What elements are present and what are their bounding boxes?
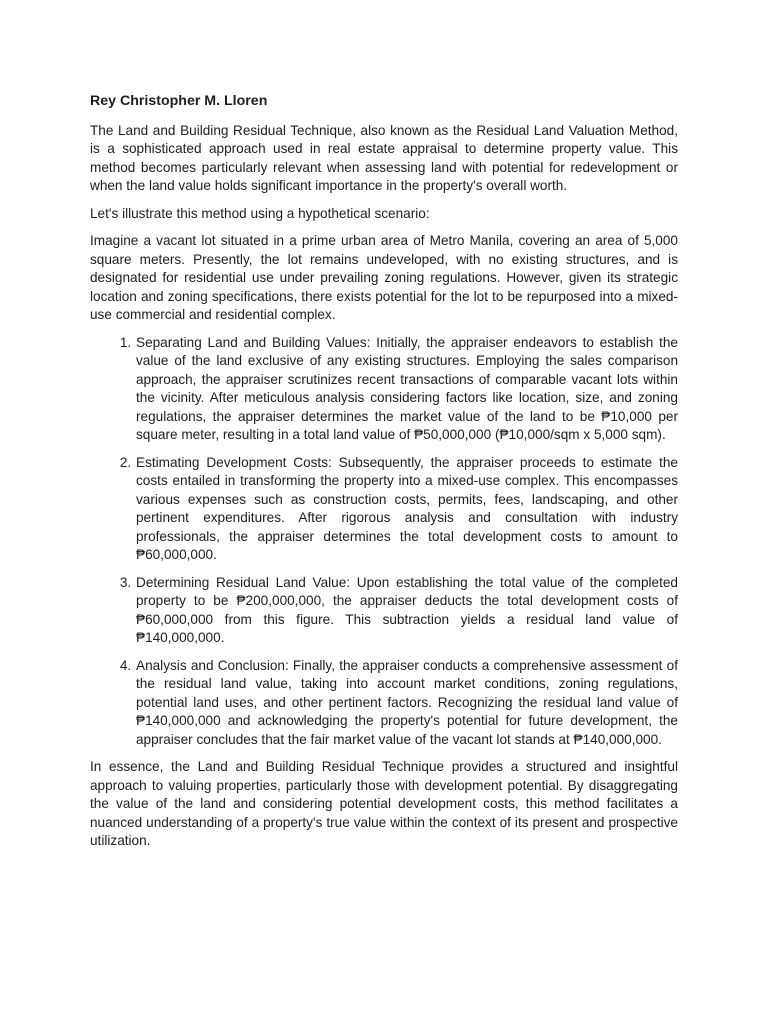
intro-paragraph: The Land and Building Residual Technique, also known as the Residual Land Valuation Method, is a sophisticated approach used in real estate appraisal to determine property value. This method becomes particularly relevant when assessing land with potential for redevelopment or when the land value holds significant importance in the property's overall worth. [90, 122, 678, 193]
document-page [90, 92, 678, 860]
step-residual-land-value: 3. Determining Residual Land Value: Upon establishing the total value of the completed property to be ₱200,000,000, the appraiser deducts the total development costs of ₱60,000,000 from this figure. This subtraction yields a residual land value of ₱140,000,000. [135, 574, 678, 648]
conclusion-paragraph: In essence, the Land and Building Residual Technique provides a structured and insightful approach to valuing properties, particularly those with development potential. By disaggregating the value of the land and considering potential development costs, this method facilitates a nuanced understanding of a property's true value within the context of its present and prospective utilization. [90, 759, 678, 848]
step-development-costs: 2. Estimating Development Costs: Subsequently, the appraiser proceeds to estimate the costs entailed in transforming the property into a mixed-use complex. This encompasses various expenses such as construction costs, permits, fees, landscaping, and other pertinent expenditures. After rigorous analysis and consultation with industry professionals, the appraiser determines the total development costs to amount to ₱60,000,000. [135, 454, 678, 565]
step-analysis-conclusion: 4. Analysis and Conclusion: Finally, the appraiser conducts a comprehensive assessment of the residual land value, taking into account market conditions, zoning regulations, potential land uses, and other pertinent factors. Recognizing the residual land value of ₱140,000,000 and acknowledging the property's potential for future development, the appraiser concludes that the fair market value of the vacant lot stands at ₱140,000,000. [135, 657, 678, 750]
author-name: Rey Christopher M. Lloren [90, 93, 268, 109]
step-separating-values: 1. Separating Land and Building Values: Initially, the appraiser endeavors to establish the value of the land exclusive of any existing structures. Employing the sales comparison approach, the appraiser scrutinizes recent transactions of comparable vacant lots within the vicinity. After meticulous analysis considering factors like location, size, and zoning regulations, the appraiser determines the market value of the land to be ₱10,000 per square meter, resulting in a total land value of ₱50,000,000 (₱10,000/sqm x 5,000 sqm). [135, 334, 678, 445]
steps-list [90, 334, 678, 750]
lead-in-paragraph: Let's illustrate this method using a hypothetical scenario: [90, 205, 430, 221]
scenario-paragraph: Imagine a vacant lot situated in a prime urban area of Metro Manila, covering an area of 5,000 square meters. Presently, the lot remains undeveloped, with no existing structures, and is designated for residential use under prevailing zoning regulations. However, given its strategic location and zoning specifications, there exists potential for the lot to be repurposed into a mixed-use commercial and residential complex. [90, 233, 678, 322]
